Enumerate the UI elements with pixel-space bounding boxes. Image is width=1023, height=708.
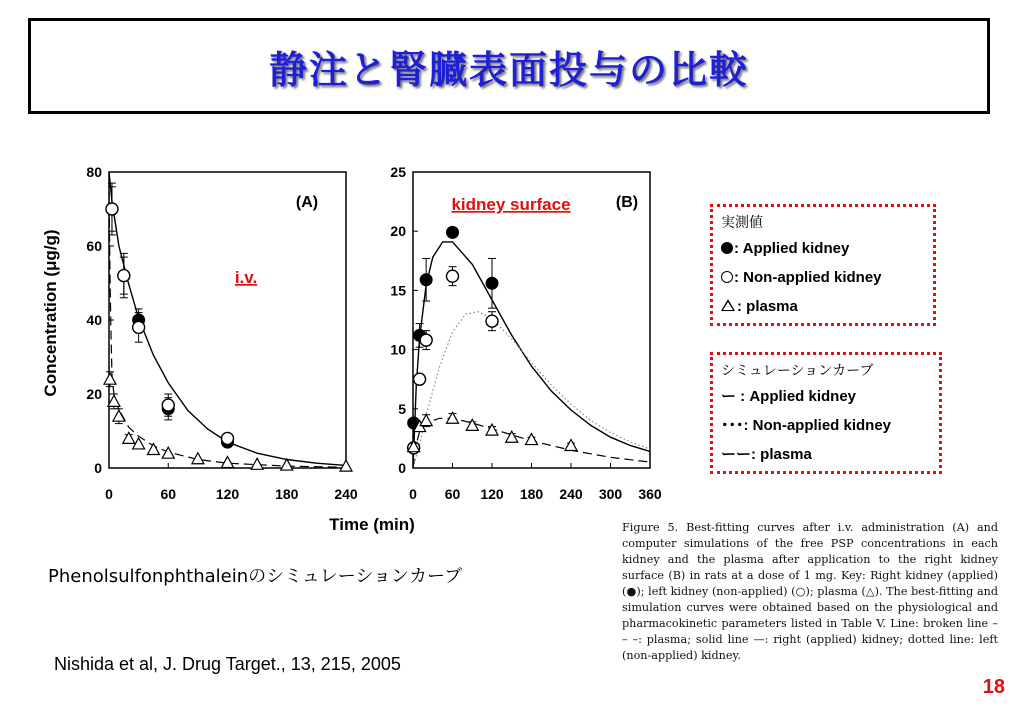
legend-label-plasma: : plasma	[737, 298, 798, 315]
panel-a-y-tick-label: 20	[86, 386, 102, 402]
panel-b-point-non-applied-kidney	[414, 373, 426, 385]
panel-b-point-plasma	[506, 431, 518, 442]
simulation-legend-header: シミュレーションカーブ	[721, 363, 874, 379]
panel-b-annotation: kidney surface	[451, 195, 571, 214]
panel-b-point-plasma	[565, 440, 577, 451]
panel-a-x-tick-label: 0	[105, 486, 113, 502]
panel-a-point-non-applied-kidney	[222, 432, 234, 444]
panel-b-point-non-applied-kidney	[420, 334, 432, 346]
legend-item-plasma	[721, 292, 925, 321]
panel-a-point-plasma	[123, 432, 135, 443]
panel-a-label: (A)	[295, 194, 319, 211]
panel-a-x-tick-label: 60	[160, 486, 177, 502]
panel-a-point-non-applied-kidney	[162, 399, 174, 411]
open-triangle-icon	[721, 299, 735, 311]
panel-b-point-applied-kidney	[447, 226, 459, 238]
simulation-legend	[710, 352, 942, 474]
panel-b-x-tick-label: 360	[638, 486, 662, 502]
panel-a-y-tick-label: 60	[86, 238, 102, 254]
panel-b-x-tick-label: 120	[480, 486, 504, 502]
panel-a-point-non-applied-kidney	[106, 203, 118, 215]
panel-a-y-tick-label: 80	[86, 164, 102, 180]
panel-b-y-tick-label: 10	[390, 341, 406, 358]
panel-b-point-non-applied-kidney	[447, 270, 459, 282]
panel-b-point-plasma	[526, 434, 538, 445]
legend-item-applied	[721, 234, 925, 263]
panel-b-point-non-applied-kidney	[486, 315, 498, 327]
subtitle: Phenolsulfonphthaleinのシミュレーションカーブ	[48, 566, 463, 587]
citation: Nishida et al, J. Drug Target., 13, 215, 2005	[54, 654, 401, 674]
panel-b-point-plasma	[466, 419, 478, 430]
panel-a-point-plasma	[104, 373, 116, 384]
panel-a-annotation: i.v.	[234, 268, 258, 287]
panel-b-x-tick-label: 240	[559, 486, 583, 502]
panel-b-x-tick-label: 60	[444, 486, 461, 502]
panel-a-point-non-applied-kidney	[133, 321, 145, 333]
legend-item-nonapplied	[721, 263, 925, 292]
legend-label-applied: : Applied kidney	[734, 240, 850, 257]
panel-b-y-tick-label: 20	[390, 223, 406, 240]
panel-b-x-tick-label: 0	[409, 486, 417, 502]
sim-legend-item-nonapplied: ･･･: Non-applied kidney	[721, 417, 892, 434]
panel-b-point-applied-kidney	[486, 277, 498, 289]
panel-a-point-plasma	[147, 444, 159, 455]
sim-legend-item-plasma: ーー: plasma	[721, 446, 812, 463]
panel-a-point-non-applied-kidney	[118, 270, 130, 282]
measured-legend	[710, 204, 936, 326]
y-axis-label: Concentration (μg/g)	[41, 229, 60, 397]
filled-circle-icon	[721, 242, 733, 254]
panel-b-point-plasma	[420, 415, 432, 426]
legend-label-nonapplied: : Non-applied kidney	[734, 269, 882, 286]
open-circle-icon	[721, 271, 733, 283]
panel-b-label: (B)	[615, 194, 639, 211]
panel-a-y-tick-label: 0	[94, 460, 102, 476]
panel-b-y-tick-label: 5	[398, 400, 406, 417]
panel-b-point-applied-kidney	[420, 274, 432, 286]
panel-a-x-tick-label: 120	[215, 486, 240, 502]
panel-a-point-plasma	[251, 458, 263, 469]
panel-a-x-tick-label: 240	[334, 486, 358, 502]
panel-b-y-tick-label: 25	[390, 164, 406, 180]
figure-caption: Figure 5. Best-fitting curves after i.v. administration (A) and computer simulations of the free PSP concentrations in each kidney and the plasma after application to the right kidney surface (B) in rats at a dose of 1 mg. Key: Right kidney (applied) (●); left kidney (non-applied) (○); plasma (△). The best-fitting and simulation curves were obtained based on the physiological and pharmacokinetic parameters listed in Table V. Line: broken line – – –: plasma; solid line —: right (applied) kidney; dotted line: left (non-applied) kidney.	[622, 521, 998, 662]
panel-a-point-plasma	[113, 410, 125, 421]
measured-legend-header: 実測値	[721, 215, 763, 231]
sim-legend-item-applied: ー : Applied kidney	[721, 388, 857, 405]
panel-b-y-tick-label: 15	[390, 282, 406, 299]
panel-a-point-plasma	[162, 447, 174, 458]
panel-b-x-tick-label: 300	[598, 486, 623, 502]
panel-b-y-tick-label: 0	[398, 460, 406, 476]
page-number: 18	[982, 676, 1005, 698]
panel-a-y-tick-label: 40	[86, 312, 102, 328]
panel-b-x-tick-label: 180	[519, 486, 544, 502]
slide-title: 静注と腎臓表面投与の比較	[268, 47, 749, 92]
panel-a-x-tick-label: 180	[275, 486, 299, 502]
x-axis-label: Time (min)	[329, 515, 415, 534]
panel-a-point-plasma	[222, 456, 234, 467]
